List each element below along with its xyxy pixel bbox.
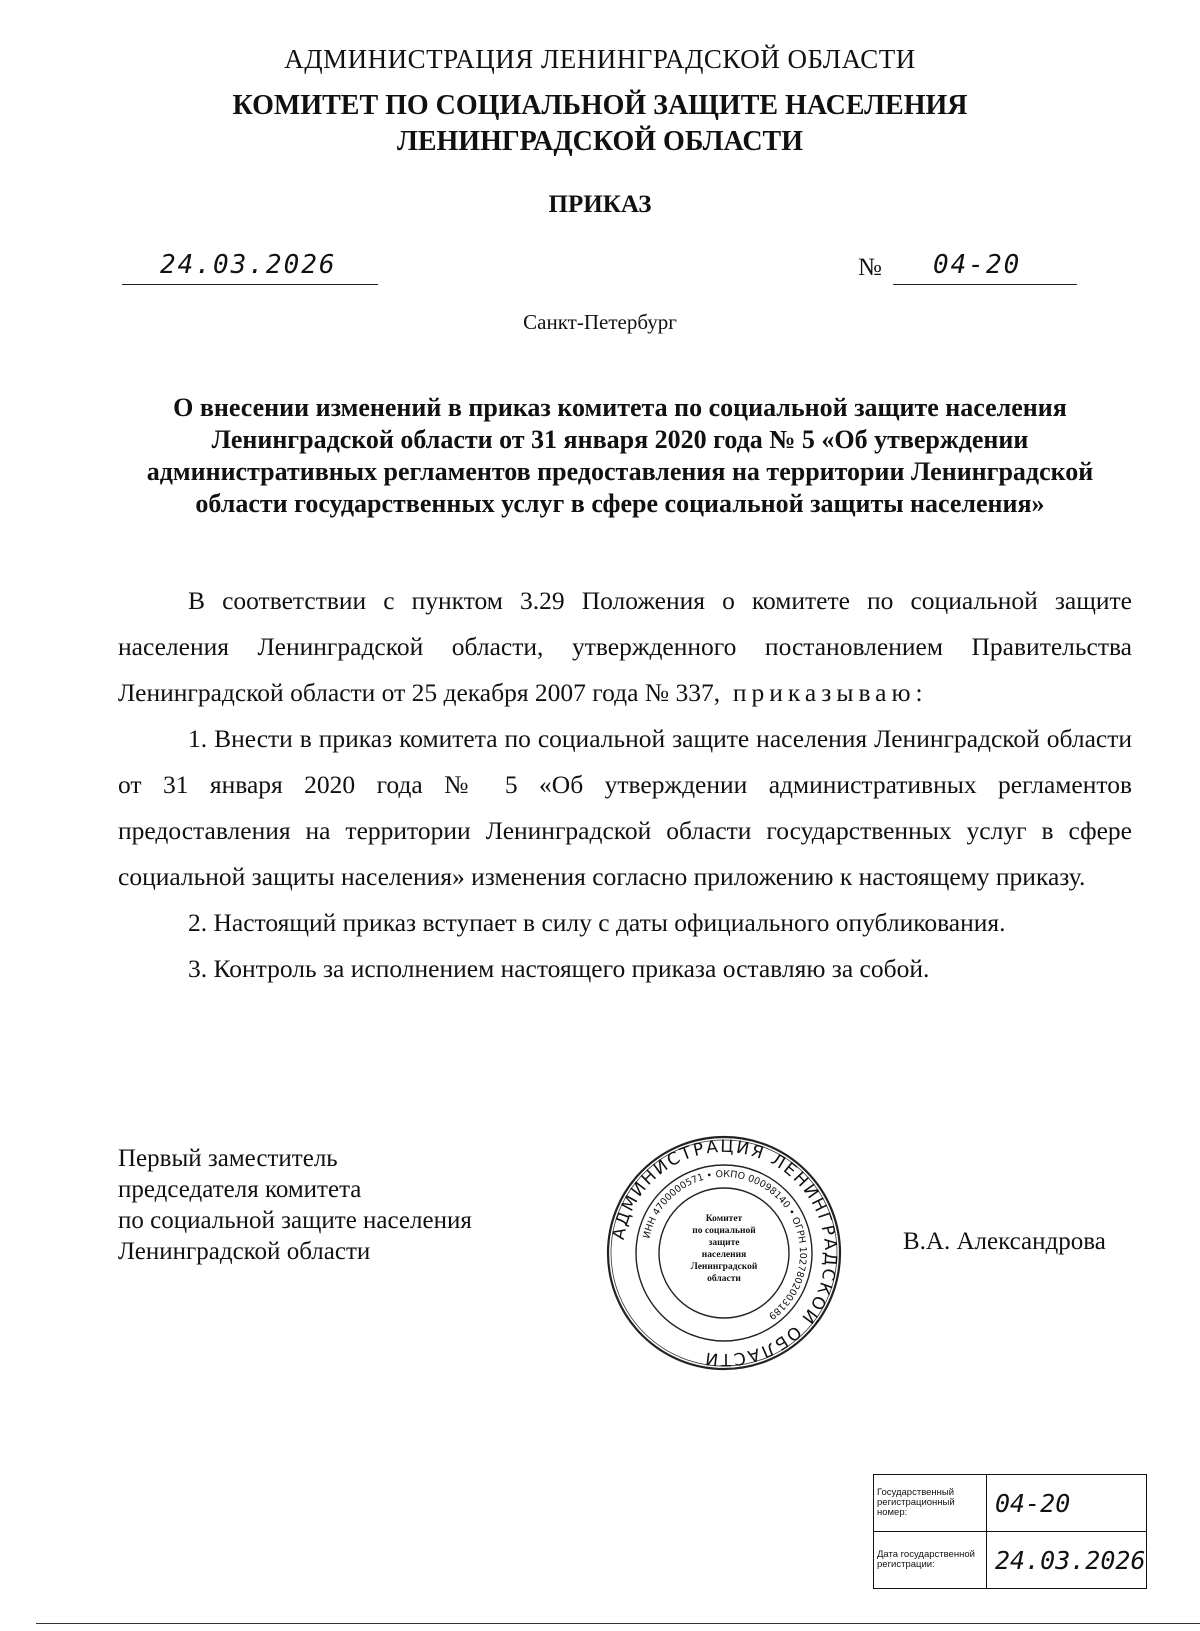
signer-position-line1: Первый заместитель [118, 1145, 338, 1172]
date-field [122, 248, 378, 285]
decree-word: приказываю: [732, 678, 928, 707]
seal-center-line1: Комитет [705, 1214, 743, 1224]
official-seal [604, 1133, 844, 1373]
document-type: ПРИКАЗ [548, 191, 652, 218]
seal-ring-text: ИНН 4700000571 • ОКПО 00098140 • ОГРН 1027802003189 [641, 1168, 809, 1322]
preamble-text: В соответствии с пунктом 3.29 Положения о комитете по социальной защите населения Ленинградской области, утвержденного постановлением Правительства Ленинградской области от 25 декабря 2007 года № 337, [118, 586, 1132, 707]
preamble-paragraph [118, 578, 1132, 716]
registration-date-value: 24.03.2026 [987, 1532, 1147, 1589]
seal-center-line4: населения [701, 1250, 747, 1260]
signer-position-line3: по социальной защите населения [118, 1207, 472, 1234]
registration-table [873, 1474, 1147, 1589]
seal-center-line6: области [707, 1274, 741, 1284]
registration-date-row [874, 1532, 1147, 1589]
page-bottom-rule [36, 1623, 1200, 1624]
committee-header-line1: КОМИТЕТ ПО СОЦИАЛЬНОЙ ЗАЩИТЕ НАСЕЛЕНИЯ [232, 90, 968, 121]
committee-header [0, 88, 1200, 160]
number-field [893, 248, 1077, 285]
item-3: 3. Контроль за исполнением настоящего приказа оставляю за собой. [188, 954, 930, 983]
signer-position [118, 1143, 472, 1267]
handwritten-number: 04-20 [933, 250, 1022, 280]
registration-date-label: Дата государственной регистрации: [874, 1532, 987, 1589]
registration-number-label: Государственный регистрационный номер: [874, 1475, 987, 1532]
seal-center-line2: по социальной [692, 1226, 756, 1236]
order-subject: О внесении изменений в приказ комитета по социальной защите населения Ленинградской области от 31 января 2020 года № 5 «Об утверждении административных регламентов предоставления на территории Ленинградской области государственных услуг в сфере социальной защиты населения» [146, 393, 1094, 518]
item-2: 2. Настоящий приказ вступает в силу с даты официального опубликования. [188, 908, 1006, 937]
order-body [118, 578, 1132, 992]
item-1: 1. Внести в приказ комитета по социальной защите населения Ленинградской области от 31 января 2020 года № 5 «Об утверждении административных регламентов предоставления на территории Ленинградской области государственных услуг в сфере социальной защиты населения» изменения согласно приложению к настоящему приказу. [118, 724, 1132, 891]
signer-position-line4: Ленинградской области [118, 1238, 371, 1265]
number-sign: № [858, 254, 882, 281]
committee-header-line2: ЛЕНИНГРАДСКОЙ ОБЛАСТИ [396, 126, 804, 157]
registration-number-row [874, 1475, 1147, 1532]
handwritten-date: 24.03.2026 [160, 250, 337, 280]
signer-name: В.А. Александрова [903, 1228, 1106, 1255]
seal-center-line5: Ленинградской [690, 1262, 758, 1272]
signer-position-line2: председателя комитета [118, 1176, 362, 1203]
registration-number-value: 04-20 [987, 1475, 1147, 1532]
seal-outer-text: АДМИНИСТРАЦИЯ ЛЕНИНГРАДСКОЙ ОБЛАСТИ [608, 1136, 841, 1370]
city-name: Санкт-Петербург [523, 310, 677, 334]
administration-header: АДМИНИСТРАЦИЯ ЛЕНИНГРАДСКОЙ ОБЛАСТИ [284, 44, 916, 74]
seal-center-line3: защите [708, 1238, 740, 1248]
